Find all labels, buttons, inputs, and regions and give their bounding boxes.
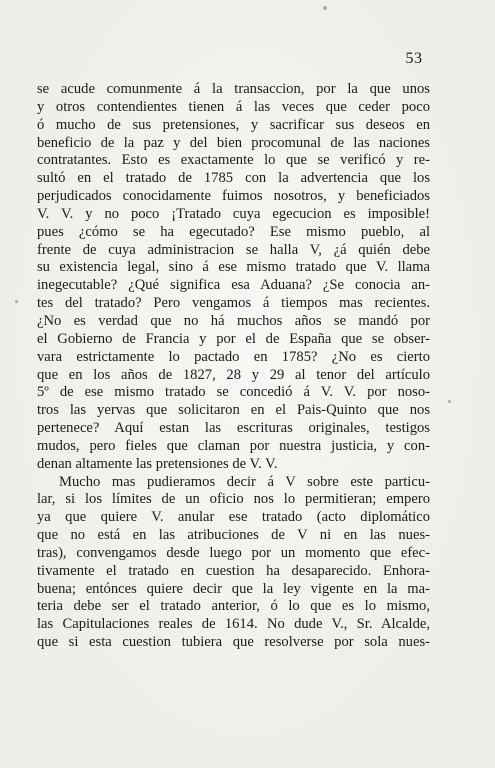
text-line: tras), convengamos desde luego por un momento que efec- [37, 544, 430, 561]
text-line: sultó en el tratado de 1785 con la advertencia que los [37, 170, 430, 187]
text-line: teria debe ser el tratado anterior, ó lo que es lo mismo, [37, 598, 430, 615]
text-line: ya que quiere V. anular ese tratado (acto diplomático [37, 509, 430, 526]
text-line: pertenece? Aquí estan las escrituras originales, testigos [37, 420, 430, 437]
text-line: mudos, pero fieles que claman por nuestra justicia, y con- [37, 437, 430, 454]
text-line: frente de cuya administracion se halla V, ¿á quién debe [37, 241, 430, 258]
text-line: pues ¿cómo se ha egecutado? Ese mismo pueblo, al [37, 223, 430, 240]
text-line: tivamente el tratado en cuestion ha desaparecido. Enhora- [37, 562, 430, 579]
text-line: que si esta cuestion tubiera que resolverse por sola nues- [37, 634, 430, 651]
text-line: lar, si los límites de un oficio nos lo permitieran; empero [37, 491, 430, 508]
paper-speck [448, 400, 451, 403]
text-line: ¿No es verdad que no há muchos años se mandó por [37, 312, 430, 329]
text-line: que en los años de 1827, 28 y 29 al tenor del artículo [37, 366, 430, 383]
text-line: 5º de ese mismo tratado se concedió á V. V. por noso- [37, 384, 430, 401]
text-line: se acude comunmente á la transaccion, por la que unos [37, 81, 430, 97]
text-line: contratantes. Esto es exactamente lo que se verificó y re- [37, 152, 430, 169]
text-line: vara estrictamente lo pactado en 1785? ¿No es cierto [37, 348, 430, 365]
paper-speck [15, 300, 18, 303]
text-line: tros las yervas que solicitaron en el Pais-Quinto que nos [37, 402, 430, 419]
text-line: perjudicados conocidamente fuimos nosotros, y beneficiados [37, 188, 430, 205]
text-line: tes del tratado? Pero vengamos á tiempos mas recientes. [37, 295, 430, 312]
text-line: el Gobierno de Francia y por el de España que se obser- [37, 330, 430, 347]
text-line: V. V. y no poco ¡Tratado cuya egecucion es imposible! [37, 205, 430, 222]
text-line: las Capitulaciones reales de 1614. No dude V., Sr. Alcalde, [37, 616, 430, 633]
text-line: inegecutable? ¿Qué significa esa Aduana? ¿Se conocia an- [37, 277, 430, 294]
text-line: denan altamente las pretensiones de V. V. [37, 455, 278, 472]
body-text [37, 81, 430, 652]
text-line: su existencia legal, sino á ese mismo tratado que V. llama [37, 259, 430, 276]
page-number: 53 [405, 50, 423, 67]
text-line: que no está en las atribuciones de V ni en las nues- [37, 527, 430, 544]
text-line: ó mucho de sus pretensiones, y sacrificar sus deseos en [37, 116, 430, 133]
paper-speck [323, 6, 327, 10]
text-line: y otros contendientes tienen á las veces que ceder poco [37, 98, 430, 115]
text-line: beneficio de la paz y del bien procomunal de las naciones [37, 134, 430, 151]
paragraph-start-line: Mucho mas pudieramos decir á V sobre este particu- [59, 473, 430, 490]
text-line: buena; entónces quiere decir que la ley vigente en la ma- [37, 580, 430, 597]
